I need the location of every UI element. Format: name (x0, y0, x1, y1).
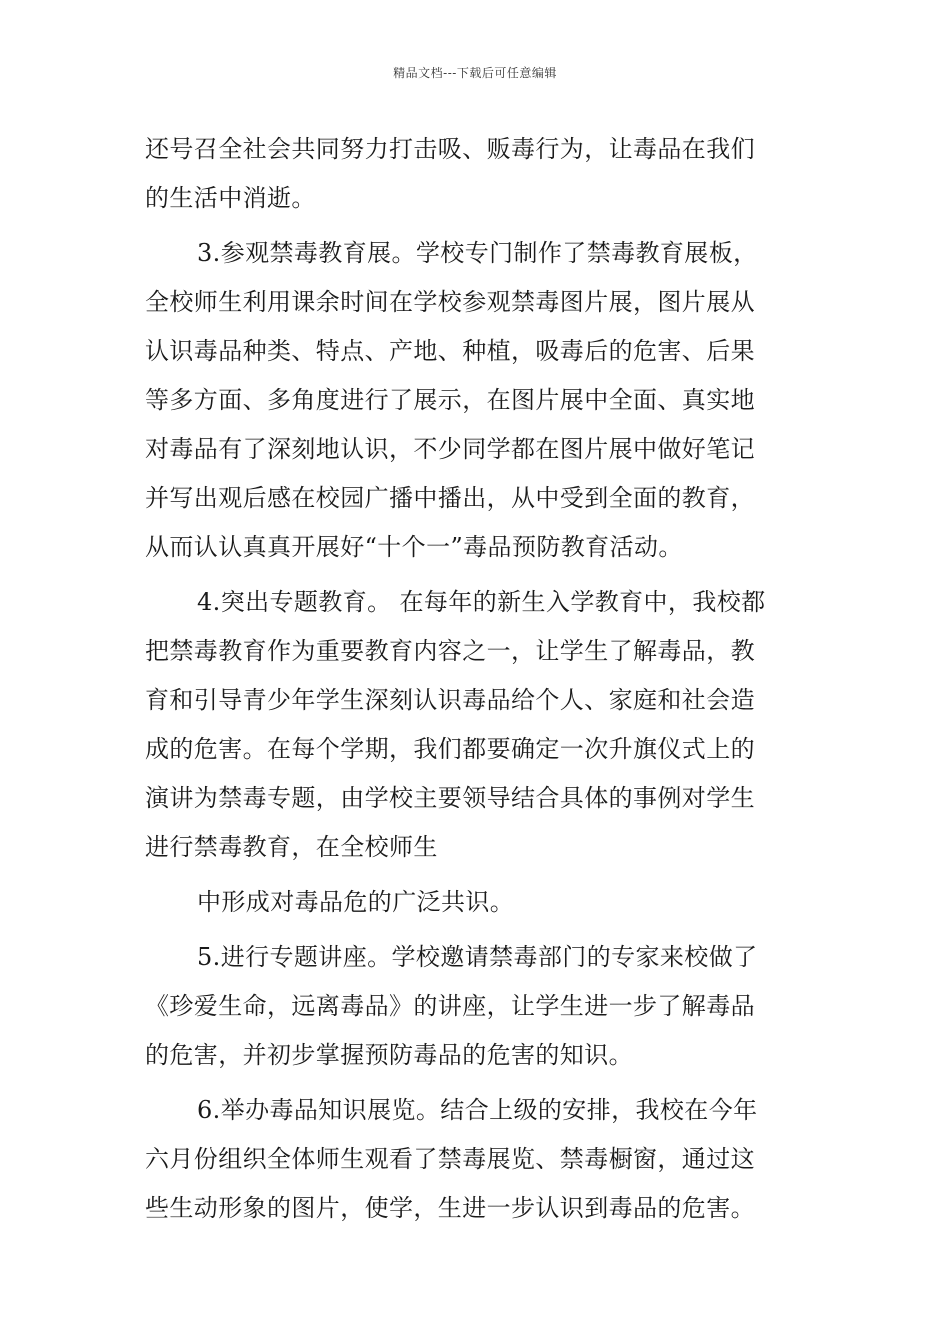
text-line: 《珍爱生命，远离毒品》的讲座，让学生进一步了解毒品 (145, 992, 755, 1020)
body-text (145, 125, 810, 1233)
paragraph-5-start: 5.进行专题讲座。学校邀请禁毒部门的专家来校做了 (197, 943, 758, 971)
text-line: 把禁毒教育作为重要教育内容之一，让学生了解毒品，教 (145, 637, 755, 665)
paragraph-4-start: 4.突出专题教育。 在每年的新生入学教育中，我校都 (197, 588, 766, 616)
text-line: 育和引导青少年学生深刻认识毒品给个人、家庭和社会造 (145, 686, 755, 714)
text-line: 六月份组织全体师生观看了禁毒展览、禁毒橱窗，通过这 (145, 1145, 755, 1173)
paragraph-3-start: 3.参观禁毒教育展。学校专门制作了禁毒教育展板， (197, 239, 758, 267)
text-line: 些生动形象的图片，使学，生进一步认识到毒品的危害。 (145, 1194, 755, 1222)
paragraph-continuation: 中形成对毒品危的广泛共识。 (197, 888, 515, 916)
text-line: 并写出观后感在校园广播中播出，从中受到全面的教育， (145, 484, 755, 512)
text-line: 成的危害。在每个学期，我们都要确定一次升旗仪式上的 (145, 735, 755, 763)
text-line: 进行禁毒教育，在全校师生 (145, 833, 438, 861)
paragraph-6-start: 6.举办毒品知识展览。结合上级的安排，我校在今年 (197, 1096, 758, 1124)
text-line: 还号召全社会共同努力打击吸、贩毒行为，让毒品在我们 (145, 135, 755, 163)
text-line: 的危害，并初步掌握预防毒品的危害的知识。 (145, 1041, 633, 1069)
page-header: 精品文档---下载后可任意编辑 (393, 66, 557, 80)
text-line: 等多方面、多角度进行了展示，在图片展中全面、真实地 (145, 386, 755, 414)
text-line: 认识毒品种类、特点、产地、种植，吸毒后的危害、后果 (145, 337, 755, 365)
text-line: 演讲为禁毒专题，由学校主要领导结合具体的事例对学生 (145, 784, 755, 812)
text-line: 全校师生利用课余时间在学校参观禁毒图片展，图片展从 (145, 288, 755, 316)
text-line: 对毒品有了深刻地认识，不少同学都在图片展中做好笔记 (145, 435, 755, 463)
text-line: 的生活中消逝。 (145, 184, 316, 212)
text-line: 从而认认真真开展好“十个一”毒品预防教育活动。 (145, 533, 683, 561)
